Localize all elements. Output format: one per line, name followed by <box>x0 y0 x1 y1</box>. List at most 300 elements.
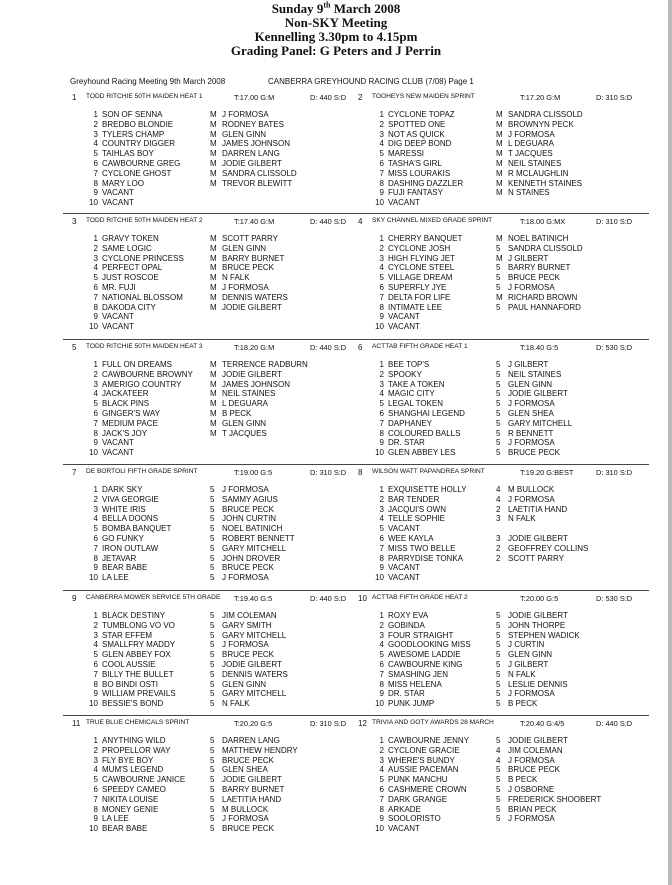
dog-name: TELLE SOPHIE <box>388 514 445 524</box>
grade: 5 <box>496 369 501 379</box>
runner-row <box>72 429 368 439</box>
dog-name: ROXY EVA <box>388 611 429 620</box>
runner-row <box>358 544 654 554</box>
runner-row <box>358 380 654 390</box>
runner-row <box>72 399 368 409</box>
trainer: B PECK <box>222 408 252 418</box>
dog-name: LA LEE <box>102 573 129 583</box>
box-number: 7 <box>379 168 384 178</box>
runner-row <box>72 149 368 159</box>
trainer: BRUCE PECK <box>222 824 275 834</box>
box-number: 4 <box>93 139 98 149</box>
trainer: BARRY BURNET <box>222 784 285 794</box>
runner-list <box>72 611 368 709</box>
runner-row <box>358 495 654 505</box>
dog-name: EXQUISETTE HOLLY <box>388 485 467 494</box>
dog-name: MARY LOO <box>102 178 144 188</box>
box-number: 4 <box>379 263 384 273</box>
runner-row <box>72 322 368 332</box>
trainer: BRUCE PECK <box>508 765 561 775</box>
grade: 5 <box>496 263 501 273</box>
trainer: M BULLOCK <box>222 804 269 814</box>
runner-row <box>358 680 654 690</box>
trainer: GARY MITCHELL <box>222 630 287 640</box>
dog-name: VACANT <box>102 198 134 208</box>
runner-row <box>72 198 368 208</box>
runner-row <box>358 689 654 699</box>
grade: M <box>210 389 217 399</box>
trainer: GLEN GINN <box>222 129 267 139</box>
dog-name: VACANT <box>388 563 420 573</box>
grade: M <box>496 129 503 139</box>
grade: 5 <box>496 418 501 428</box>
runner-row <box>72 130 368 140</box>
runner-row <box>358 419 654 429</box>
dog-name: DR. STAR <box>388 438 425 448</box>
runner-list <box>72 736 368 834</box>
dog-name: TAIHLAS BOY <box>102 149 154 159</box>
box-number: 8 <box>379 428 384 438</box>
trainer: J FORMOSA <box>508 438 555 448</box>
trainer: J FORMOSA <box>508 755 555 765</box>
dog-name: GOODLOOKING MISS <box>388 640 471 650</box>
box-number: 9 <box>93 312 98 322</box>
runner-row <box>358 263 654 273</box>
grade: M <box>210 139 217 149</box>
dog-name: BLACK DESTINY <box>102 611 166 620</box>
race-distance: D: 440 S:D <box>310 93 347 102</box>
grade: 5 <box>496 794 501 804</box>
trainer: JODIE GILBERT <box>508 736 568 745</box>
box-number: 8 <box>93 804 98 814</box>
dog-name: BO BINDI OSTI <box>102 679 159 689</box>
dog-name: CHERRY BANQUET <box>388 234 463 243</box>
race-name: TODD RITCHIE 50TH MAIDEN HEAT 2 <box>86 217 203 224</box>
trainer: L DEGUARA <box>508 139 554 149</box>
race-time-grade: T:19.00 G:5 <box>234 468 273 477</box>
runner-row <box>358 169 654 179</box>
box-number: 10 <box>89 448 98 458</box>
runner-row <box>72 689 368 699</box>
runner-row <box>72 736 368 746</box>
box-number: 1 <box>379 611 384 620</box>
box-number: 5 <box>93 775 98 785</box>
trainer: GEOFFREY COLLINS <box>508 543 589 553</box>
runner-row <box>72 756 368 766</box>
race-name: TRUE BLUE CHEMICALS SPRINT <box>86 719 190 726</box>
dog-name: SOOLORISTO <box>388 814 441 824</box>
trainer: JODIE GILBERT <box>222 659 282 669</box>
box-number: 6 <box>93 784 98 794</box>
grade: M <box>496 253 503 263</box>
box-number: 3 <box>93 630 98 640</box>
grade: 5 <box>496 630 501 640</box>
dog-name: CAWBOURNE BROWNY <box>102 369 193 379</box>
box-number: 3 <box>93 253 98 263</box>
grade: 5 <box>496 438 501 448</box>
trainer: BRUCE PECK <box>222 650 275 660</box>
trainer: SAMMY AGIUS <box>222 494 278 504</box>
race-number: 10 <box>358 594 367 603</box>
trainer: BRUCE PECK <box>222 755 275 765</box>
runner-row <box>358 670 654 680</box>
trainer: NOEL BATINICH <box>222 524 283 534</box>
dog-name: SPOOKY <box>388 369 422 379</box>
runner-row <box>358 438 654 448</box>
runner-row <box>72 621 368 631</box>
runner-row <box>72 640 368 650</box>
box-number: 2 <box>93 494 98 504</box>
dog-name: IRON OUTLAW <box>102 543 159 553</box>
trainer: DARREN LANG <box>222 149 280 159</box>
box-number: 10 <box>375 198 384 208</box>
dog-name: STAR EFFEM <box>102 630 153 640</box>
runner-row <box>72 631 368 641</box>
box-number: 2 <box>379 369 384 379</box>
box-number: 5 <box>379 524 384 534</box>
grade: M <box>496 234 503 243</box>
box-number: 8 <box>93 178 98 188</box>
grade: 5 <box>496 650 501 660</box>
box-number: 6 <box>379 158 384 168</box>
runner-row <box>358 254 654 264</box>
race-time-grade: T:20.20 G:5 <box>234 719 273 728</box>
trainer: BRIAN PECK <box>508 804 557 814</box>
trainer: SCOTT PARRY <box>508 553 565 563</box>
runner-row <box>358 514 654 524</box>
runner-row <box>72 680 368 690</box>
grade: 5 <box>496 679 501 689</box>
trainer: GLEN GINN <box>222 418 267 428</box>
grade: 5 <box>210 659 215 669</box>
race-time-grade: T:19.40 G:5 <box>234 594 273 603</box>
trainer: GLEN SHEA <box>222 765 268 775</box>
runner-row <box>358 139 654 149</box>
runner-row <box>358 775 654 785</box>
runner-row <box>358 273 654 283</box>
race-block <box>358 217 654 332</box>
dog-name: CYCLONE PRINCESS <box>102 253 184 263</box>
runner-row <box>358 448 654 458</box>
dog-name: DR. STAR <box>388 689 425 699</box>
box-number: 10 <box>375 824 384 834</box>
box-number: 10 <box>375 322 384 332</box>
dog-name: MISS HELENA <box>388 679 442 689</box>
trainer: JODIE GILBERT <box>222 302 282 312</box>
race-separator <box>63 464 649 465</box>
dog-name: BEE TOP'S <box>388 360 430 369</box>
trainer: J OSBORNE <box>508 784 555 794</box>
grade: M <box>496 188 503 198</box>
box-number: 1 <box>93 234 98 243</box>
trainer: JODIE GILBERT <box>508 611 568 620</box>
dog-name: SMALLFRY MADDY <box>102 640 176 650</box>
dog-name: VACANT <box>102 312 134 322</box>
grade: 3 <box>496 514 501 524</box>
trainer: JODIE GILBERT <box>508 389 568 399</box>
grade: 5 <box>496 736 501 745</box>
grade: 4 <box>496 755 501 765</box>
trainer: FREDERICK SHOOBERT <box>508 794 602 804</box>
dog-name: BEAR BABE <box>102 563 148 573</box>
runner-row <box>72 179 368 189</box>
box-number: 8 <box>93 553 98 563</box>
box-number: 5 <box>379 650 384 660</box>
runner-row <box>358 283 654 293</box>
dog-name: SAME LOGIC <box>102 243 152 253</box>
runner-row <box>72 234 368 244</box>
race-separator <box>63 339 649 340</box>
box-number: 7 <box>379 794 384 804</box>
runner-row <box>72 775 368 785</box>
dog-name: TAKE A TOKEN <box>388 379 445 389</box>
dog-name: CAWBOURNE JANICE <box>102 775 186 785</box>
box-number: 9 <box>379 438 384 448</box>
dog-name: SON OF SENNA <box>102 110 163 119</box>
dog-name: NOT AS QUICK <box>388 129 445 139</box>
dog-name: CASHMERE CROWN <box>388 784 467 794</box>
runner-row <box>358 621 654 631</box>
trainer: J FORMOSA <box>222 485 269 494</box>
grade: 5 <box>210 504 215 514</box>
race-time-grade: T:19.20 G:BEST <box>520 468 574 477</box>
box-number: 1 <box>93 485 98 494</box>
runner-row <box>358 312 654 322</box>
grade: M <box>210 282 217 292</box>
race-number: 9 <box>72 594 77 603</box>
box-number: 4 <box>93 263 98 273</box>
trainer: B PECK <box>508 775 538 785</box>
trainer: JODIE GILBERT <box>222 369 282 379</box>
grade: M <box>210 302 217 312</box>
grade: 5 <box>210 745 215 755</box>
grade: M <box>210 243 217 253</box>
grade: 2 <box>496 553 501 563</box>
race-number: 2 <box>358 93 363 102</box>
runner-row <box>358 179 654 189</box>
runner-row <box>72 795 368 805</box>
trainer: J FORMOSA <box>222 814 269 824</box>
trainer: BRUCE PECK <box>222 263 275 273</box>
dog-name: HIGH FLYING JET <box>388 253 455 263</box>
box-number: 2 <box>379 620 384 630</box>
trainer: J FORMOSA <box>222 110 269 119</box>
box-number: 1 <box>93 611 98 620</box>
dog-name: CAWBOURNE GREG <box>102 158 181 168</box>
race-header <box>72 93 368 105</box>
runner-row <box>72 389 368 399</box>
race-header <box>358 719 654 731</box>
trainer: T JACQUES <box>508 149 553 159</box>
box-number: 6 <box>379 533 384 543</box>
runner-row <box>72 448 368 458</box>
box-number: 3 <box>93 504 98 514</box>
dog-name: SPEEDY CAMEO <box>102 784 166 794</box>
box-number: 7 <box>379 292 384 302</box>
dog-name: MR. FUJI <box>102 282 136 292</box>
grade: M <box>210 273 217 283</box>
box-number: 3 <box>379 630 384 640</box>
box-number: 9 <box>379 689 384 699</box>
runner-row <box>72 120 368 130</box>
box-number: 8 <box>93 679 98 689</box>
runner-row <box>72 419 368 429</box>
dog-name: MUM'S LEGEND <box>102 765 164 775</box>
runner-row <box>72 554 368 564</box>
grade: M <box>210 119 217 129</box>
grade: M <box>496 149 503 159</box>
grade: 5 <box>210 485 215 494</box>
box-number: 8 <box>93 428 98 438</box>
race-distance: D: 310 S:D <box>310 468 347 477</box>
box-number: 1 <box>379 110 384 119</box>
dog-name: CYCLONE GRACIE <box>388 745 460 755</box>
box-number: 5 <box>379 399 384 409</box>
page-edge <box>668 0 672 885</box>
grade: 5 <box>496 689 501 699</box>
box-number: 1 <box>93 110 98 119</box>
runner-list <box>358 360 654 458</box>
race-distance: D: 310 S:D <box>596 217 633 226</box>
grade: 5 <box>210 689 215 699</box>
runner-row <box>72 495 368 505</box>
trainer: GLEN GINN <box>222 243 267 253</box>
grade: M <box>496 158 503 168</box>
grade: M <box>210 253 217 263</box>
dog-name: JUST ROSCOE <box>102 273 159 283</box>
dog-name: VIVA GEORGIE <box>102 494 159 504</box>
runner-row <box>72 824 368 834</box>
runner-row <box>358 805 654 815</box>
dog-name: CYCLONE TOPAZ <box>388 110 455 119</box>
dog-name: GO FUNKY <box>102 533 144 543</box>
grade: M <box>210 379 217 389</box>
runner-row <box>358 322 654 332</box>
runner-row <box>72 273 368 283</box>
dog-name: TYLERS CHAMP <box>102 129 165 139</box>
runner-row <box>358 293 654 303</box>
grade: M <box>210 149 217 159</box>
dog-name: MARESSI <box>388 149 425 159</box>
grade: 5 <box>210 669 215 679</box>
grade: M <box>210 399 217 409</box>
dog-name: CAWBOURNE KING <box>388 659 463 669</box>
dog-name: VACANT <box>388 573 420 583</box>
runner-row <box>72 814 368 824</box>
dog-name: VACANT <box>102 438 134 448</box>
dog-name: MISS LOURAKIS <box>388 168 451 178</box>
runner-row <box>358 234 654 244</box>
box-number: 6 <box>379 659 384 669</box>
trainer: N FALK <box>222 273 250 283</box>
box-number: 3 <box>379 129 384 139</box>
meeting-date <box>0 2 672 16</box>
trainer: GLEN GINN <box>508 650 553 660</box>
trainer: GLEN GINN <box>222 679 267 689</box>
box-number: 10 <box>375 573 384 583</box>
dog-name: DIG DEEP BOND <box>388 139 452 149</box>
runner-row <box>72 303 368 313</box>
dog-name: BILLY THE BULLET <box>102 669 174 679</box>
dog-name: DARK GRANGE <box>388 794 448 804</box>
dog-name: DAKODA CITY <box>102 302 156 312</box>
meeting-type: Non-SKY Meeting <box>284 15 388 30</box>
trainer: JAMES JOHNSON <box>222 139 291 149</box>
race-name: ACTTAB FIFTH GRADE HEAT 2 <box>372 594 468 601</box>
box-number: 8 <box>93 302 98 312</box>
runner-row <box>358 524 654 534</box>
race-distance: D: 530 S:D <box>596 594 633 603</box>
runner-row <box>72 785 368 795</box>
dog-name: DASHING DAZZLER <box>388 178 464 188</box>
grade: 5 <box>496 399 501 409</box>
box-number: 5 <box>93 273 98 283</box>
box-number: 7 <box>93 543 98 553</box>
runner-row <box>72 360 368 370</box>
grade: M <box>210 292 217 302</box>
dog-name: GRAVY TOKEN <box>102 234 159 243</box>
dog-name: MISS TWO BELLE <box>388 543 456 553</box>
runner-row <box>358 699 654 709</box>
race-header <box>72 468 368 480</box>
runner-row <box>72 563 368 573</box>
grade: 5 <box>210 755 215 765</box>
runner-row <box>72 505 368 515</box>
box-number: 6 <box>93 282 98 292</box>
dog-name: SUPERFLY JYE <box>388 282 447 292</box>
runner-row <box>72 573 368 583</box>
dog-name: BEAR BABE <box>102 824 148 834</box>
grade: 3 <box>496 533 501 543</box>
runner-row <box>72 514 368 524</box>
box-number: 9 <box>379 814 384 824</box>
race-name: TODD RITCHIE 50TH MAIDEN HEAT 1 <box>86 93 203 100</box>
trainer: LESLIE DENNIS <box>508 679 568 689</box>
race-distance: D: 310 S:D <box>310 719 347 728</box>
box-number: 2 <box>379 119 384 129</box>
race-block <box>72 217 368 332</box>
box-number: 5 <box>93 524 98 534</box>
race-distance: D: 440 S:D <box>310 594 347 603</box>
grade: 5 <box>496 282 501 292</box>
runner-row <box>358 505 654 515</box>
box-number: 2 <box>379 745 384 755</box>
box-number: 3 <box>379 379 384 389</box>
grade: M <box>210 178 217 188</box>
dog-name: JACK'S JOY <box>102 428 148 438</box>
race-block <box>72 719 368 834</box>
dog-name: ANYTHING WILD <box>102 736 166 745</box>
meeting-line-club: CANBERRA GREYHOUND RACING CLUB (7/08) Page 1 <box>268 77 474 86</box>
runner-row <box>72 746 368 756</box>
grade: M <box>210 263 217 273</box>
trainer: DENNIS WATERS <box>222 292 288 302</box>
dog-name: ARKADE <box>388 804 421 814</box>
race-name: DE BORTOLI FIFTH GRADE SPRINT <box>86 468 198 475</box>
grade: 5 <box>496 659 501 669</box>
trainer: MATTHEW HENDRY <box>222 745 298 755</box>
race-distance: D: 440 S:D <box>310 343 347 352</box>
race-time-grade: T:18.40 G:5 <box>520 343 559 352</box>
runner-row <box>358 563 654 573</box>
runner-row <box>358 814 654 824</box>
grade: 5 <box>496 765 501 775</box>
dog-name: WILLIAM PREVAILS <box>102 689 176 699</box>
dog-name: FLY BYE BOY <box>102 755 154 765</box>
dog-name: FULL ON DREAMS <box>102 360 172 369</box>
trainer: BARRY BURNET <box>222 253 285 263</box>
dog-name: VACANT <box>388 312 420 322</box>
